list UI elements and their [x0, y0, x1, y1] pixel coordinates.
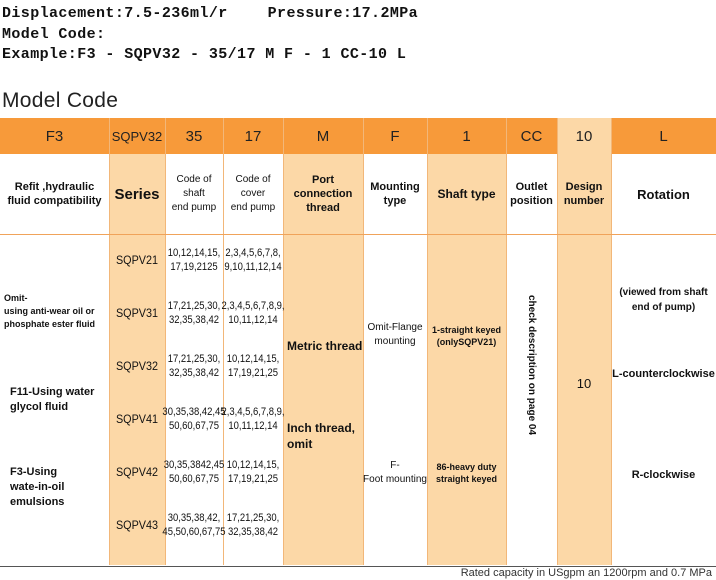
mounting-option-foot: F- Foot mounting — [363, 460, 427, 485]
rotation-cw: R-clockwise — [631, 469, 696, 481]
header-mounting: Mounting type — [370, 181, 420, 207]
header-port: Port connection thread — [293, 174, 353, 214]
cover-codes: 10,12,14,15, 17,19,21,25 — [226, 459, 280, 485]
header-design: Design number — [563, 181, 605, 207]
outlet-note: check description on page 04 — [526, 294, 537, 436]
code-series: SQPV32 — [111, 128, 163, 144]
header-bottom-line — [0, 234, 716, 235]
shaft-option-heavy: 86-heavy duty straight keyed — [435, 462, 498, 484]
shaft-codes: 30,35,38,42, 45,50,60,67,75 — [162, 512, 226, 538]
port-option-metric: Metric thread — [287, 339, 363, 353]
footnote: Rated capacity in USgpm an 1200rpm and 0.7 MPa — [460, 567, 712, 579]
pressure-text: Pressure:17.2MPa — [267, 5, 419, 22]
cover-codes: 2,3,4,5,6,7,8,9, 10,11,12,14 — [221, 300, 285, 326]
code-outlet: CC — [520, 127, 543, 145]
shaft-codes: 30,35,3842,45 50,60,67,75 — [163, 459, 225, 485]
rotation-ccw: L-counterclockwise — [612, 368, 715, 380]
cover-codes: 2,3,4,5,6,7,8, 9,10,11,12,14 — [224, 247, 282, 273]
model-code-label: Model Code: — [2, 26, 106, 43]
header-fluid: Refit ,hydraulic fluid compatibility — [7, 181, 102, 207]
intro-specs — [2, 5, 418, 22]
header-series: Series — [114, 185, 160, 203]
header-outlet: Outlet position — [510, 181, 553, 207]
shaft-option-straight: 1-straight keyed (onlySQPV21) — [431, 325, 502, 347]
code-cover-end: 17 — [244, 127, 262, 145]
rotation-viewed-note: (viewed from shaft end of pump) — [619, 287, 708, 313]
port-option-inch: Inch thread, omit — [287, 421, 356, 451]
code-port: M — [316, 127, 330, 145]
series-model: SQPV43 — [115, 518, 159, 532]
fluid-option-f11: F11-Using water glycol fluid — [10, 386, 95, 413]
series-model: SQPV31 — [115, 306, 159, 320]
fluid-option-f3: F3-Using wate-in-oil emulsions — [10, 466, 65, 508]
mounting-option-flange: Omit-Flange mounting — [367, 322, 423, 347]
code-rotation: L — [659, 127, 668, 145]
header-shaft-end: Code of shaft end pump — [171, 174, 217, 213]
header-cover-end: Code of cover end pump — [230, 174, 276, 213]
cover-codes: 17,21,25,30, 32,35,38,42 — [226, 512, 280, 538]
code-shaft-type: 1 — [462, 127, 471, 145]
shaft-codes: 17,21,25,30, 32,35,38,42 — [167, 353, 221, 379]
shaft-codes: 30,35,38,42,45 50,60,67,75 — [162, 406, 226, 432]
fluid-option-omit: Omit- using anti-wear oil or phosphate ester fluid — [4, 293, 96, 329]
displacement-text: Displacement:7.5-236ml/r — [2, 5, 228, 22]
header-shaft-type: Shaft type — [437, 187, 496, 201]
code-shaft-end: 35 — [185, 127, 203, 145]
cover-codes: 10,12,14,15, 17,19,21,25 — [226, 353, 280, 379]
series-model: SQPV32 — [115, 359, 159, 373]
series-model: SQPV21 — [115, 253, 159, 267]
code-design: 10 — [575, 127, 593, 145]
example-text: Example:F3 - SQPV32 - 35/17 M F - 1 CC-10 L — [2, 46, 407, 63]
code-fluid: F3 — [45, 127, 64, 145]
header-rotation: Rotation — [637, 186, 690, 202]
shaft-codes: 10,12,14,15, 17,19,2125 — [167, 247, 221, 273]
shaft-codes: 17,21,25,30, 32,35,38,42 — [167, 300, 221, 326]
series-model: SQPV42 — [115, 465, 159, 479]
outlet-note-cell — [506, 290, 557, 440]
design-number-value: 10 — [576, 375, 592, 391]
code-mounting: F — [390, 127, 400, 145]
section-heading: Model Code — [2, 89, 119, 112]
series-model: SQPV41 — [115, 412, 159, 426]
cover-codes: 2,3,4,5,6,7,8,9, 10,11,12,14 — [221, 406, 285, 432]
